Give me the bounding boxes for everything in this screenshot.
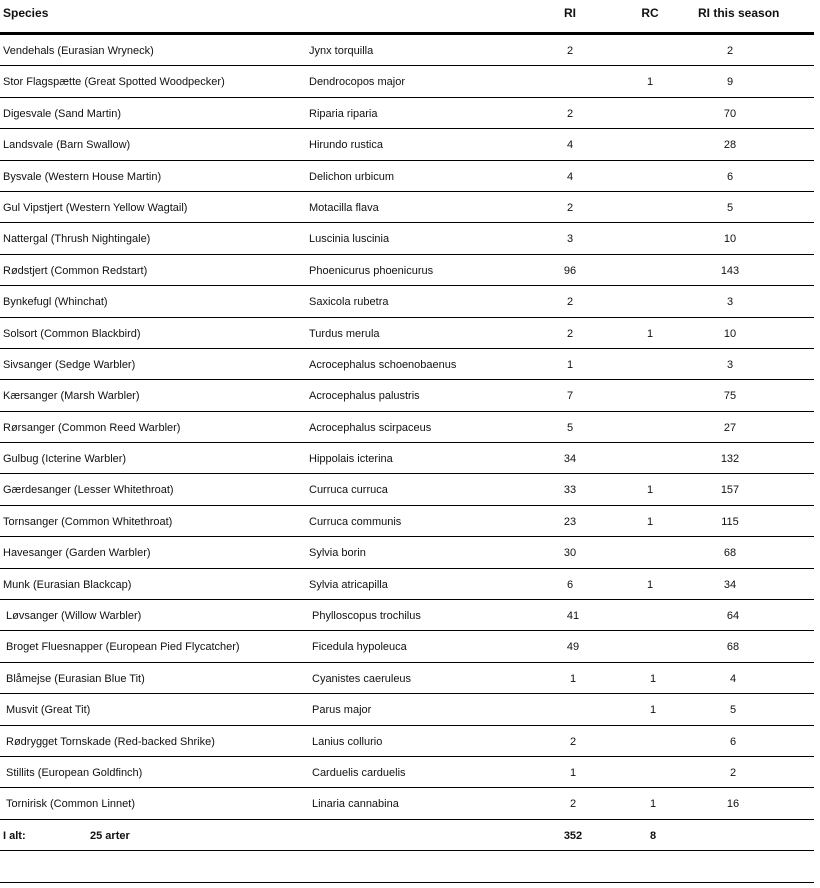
scientific-name: Cyanistes caeruleus <box>312 672 412 685</box>
header-ri: RI <box>564 6 576 20</box>
table-row <box>0 757 814 788</box>
header-rc: RC <box>641 6 659 20</box>
ri-count: 1 <box>569 766 577 779</box>
table-row <box>0 506 814 537</box>
season-count: 64 <box>726 610 740 623</box>
ri-count: 6 <box>566 578 574 591</box>
common-name: Gærdesanger (Lesser Whitethroat) <box>3 484 174 497</box>
ri-count: 2 <box>566 107 574 120</box>
common-name: Kærsanger (Marsh Warbler) <box>3 390 140 403</box>
common-name: Gul Vipstjert (Western Yellow Wagtail) <box>3 201 188 214</box>
season-count: 75 <box>723 390 737 403</box>
ri-count: 1 <box>569 672 577 685</box>
season-count: 3 <box>726 296 734 309</box>
table-row <box>0 161 814 192</box>
rc-count: 1 <box>646 484 654 497</box>
common-name: Rødstjert (Common Redstart) <box>3 264 148 277</box>
table-row <box>0 380 814 411</box>
scientific-name: Curruca curruca <box>309 484 388 497</box>
common-name: Løvsanger (Willow Warbler) <box>6 610 142 623</box>
ri-count: 2 <box>569 798 577 811</box>
common-name: Broget Fluesnapper (European Pied Flycatcher) <box>6 641 240 654</box>
season-count: 5 <box>729 704 737 717</box>
scientific-name: Jynx torquilla <box>309 45 374 57</box>
common-name: Digesvale (Sand Martin) <box>3 107 121 120</box>
table-row <box>0 286 814 317</box>
scientific-name: Acrocephalus scirpaceus <box>309 421 432 434</box>
season-count: 5 <box>726 201 734 214</box>
scientific-name: Hirundo rustica <box>309 139 383 152</box>
table-row <box>0 569 814 600</box>
season-count: 143 <box>720 264 740 277</box>
scientific-name: Phoenicurus phoenicurus <box>309 264 434 277</box>
table-row <box>0 443 814 474</box>
scientific-name: Parus major <box>312 704 372 717</box>
ri-count: 3 <box>566 233 574 246</box>
common-name: Landsvale (Barn Swallow) <box>3 139 131 152</box>
table-row <box>0 788 814 819</box>
header-ri-this-season: RI this season <box>698 6 780 20</box>
table-row <box>0 192 814 223</box>
season-count: 157 <box>720 484 740 497</box>
season-count: 70 <box>723 107 737 120</box>
scientific-name: Carduelis carduelis <box>312 766 406 779</box>
scientific-name: Hippolais icterina <box>309 453 393 466</box>
season-count: 28 <box>723 139 737 152</box>
table-body <box>0 35 814 820</box>
ri-count: 2 <box>569 735 577 748</box>
table-row <box>0 35 814 66</box>
ri-count: 34 <box>563 453 577 466</box>
table-header <box>0 0 814 35</box>
total-rc: 8 <box>649 829 657 842</box>
bottom-divider <box>0 882 814 883</box>
season-count: 132 <box>720 453 740 466</box>
rc-count: 1 <box>646 515 654 528</box>
scientific-name: Delichon urbicum <box>309 170 394 183</box>
rc-count: 1 <box>646 327 654 340</box>
ri-count: 7 <box>566 390 574 403</box>
ri-count: 2 <box>566 45 574 57</box>
table-row <box>0 474 814 505</box>
total-species-count: 25 arter <box>90 829 130 842</box>
scientific-name: Acrocephalus schoenobaenus <box>309 358 457 371</box>
rc-count: 1 <box>649 672 657 685</box>
scientific-name: Sylvia atricapilla <box>309 578 388 591</box>
scientific-name: Dendrocopos major <box>309 76 405 89</box>
ri-count: 33 <box>563 484 577 497</box>
scientific-name: Motacilla flava <box>309 201 379 214</box>
table-row <box>0 694 814 725</box>
common-name: Blåmejse (Eurasian Blue Tit) <box>6 672 145 685</box>
ri-count: 23 <box>563 515 577 528</box>
ri-count: 2 <box>566 296 574 309</box>
season-count: 27 <box>723 421 737 434</box>
common-name: Vendehals (Eurasian Wryneck) <box>3 45 154 57</box>
season-count: 6 <box>726 170 734 183</box>
scientific-name: Sylvia borin <box>309 547 366 560</box>
scientific-name: Luscinia luscinia <box>309 233 390 246</box>
season-count: 4 <box>729 672 737 685</box>
season-count: 2 <box>726 45 734 57</box>
common-name: Solsort (Common Blackbird) <box>3 327 141 340</box>
scientific-name: Saxicola rubetra <box>309 296 389 309</box>
table-row <box>0 631 814 662</box>
common-name: Bynkefugl (Whinchat) <box>3 296 108 309</box>
common-name: Sivsanger (Sedge Warbler) <box>3 358 136 371</box>
rc-count: 1 <box>646 76 654 89</box>
season-count: 10 <box>723 233 737 246</box>
common-name: Munk (Eurasian Blackcap) <box>3 578 132 591</box>
table-row <box>0 129 814 160</box>
ri-count: 96 <box>563 264 577 277</box>
scientific-name: Acrocephalus palustris <box>309 390 420 403</box>
common-name: Nattergal (Thrush Nightingale) <box>3 233 151 246</box>
ri-count: 2 <box>566 327 574 340</box>
common-name: Havesanger (Garden Warbler) <box>3 547 151 560</box>
table-row <box>0 318 814 349</box>
scientific-name: Turdus merula <box>309 327 380 340</box>
season-count: 68 <box>723 547 737 560</box>
total-label: I alt: <box>3 829 26 842</box>
season-count: 3 <box>726 358 734 371</box>
season-count: 34 <box>723 578 737 591</box>
scientific-name: Riparia riparia <box>309 107 378 120</box>
ri-count: 30 <box>563 547 577 560</box>
scientific-name: Curruca communis <box>309 515 402 528</box>
total-ri: 352 <box>563 829 583 842</box>
common-name: Rødrygget Tornskade (Red-backed Shrike) <box>6 735 215 748</box>
season-count: 2 <box>729 766 737 779</box>
common-name: Rørsanger (Common Reed Warbler) <box>3 421 181 434</box>
common-name: Stillits (European Goldfinch) <box>6 766 143 779</box>
scientific-name: Linaria cannabina <box>312 798 399 811</box>
ri-count: 1 <box>566 358 574 371</box>
table-row <box>0 726 814 757</box>
scientific-name: Ficedula hypoleuca <box>312 641 407 654</box>
season-count: 9 <box>726 76 734 89</box>
season-count: 10 <box>723 327 737 340</box>
table-row <box>0 663 814 694</box>
table-row <box>0 223 814 254</box>
season-count: 115 <box>721 515 739 528</box>
table-row <box>0 412 814 443</box>
scientific-name: Phylloscopus trochilus <box>312 610 421 623</box>
table-row <box>0 66 814 97</box>
season-count: 68 <box>726 641 740 654</box>
ri-count: 4 <box>566 139 574 152</box>
common-name: Bysvale (Western House Martin) <box>3 170 162 183</box>
table-row <box>0 98 814 129</box>
common-name: Stor Flagspætte (Great Spotted Woodpecker) <box>3 76 225 89</box>
scientific-name: Lanius collurio <box>312 735 383 748</box>
season-count: 16 <box>726 798 740 811</box>
ri-count: 5 <box>566 421 574 434</box>
common-name: Gulbug (Icterine Warbler) <box>3 453 127 466</box>
common-name: Musvit (Great Tit) <box>6 704 91 717</box>
ri-count: 49 <box>566 641 580 654</box>
total-row <box>0 820 814 851</box>
season-count: 6 <box>729 735 737 748</box>
ri-count: 2 <box>566 201 574 214</box>
table-row <box>0 600 814 631</box>
rc-count: 1 <box>649 704 657 717</box>
ri-count: 41 <box>566 610 580 623</box>
table-row <box>0 255 814 286</box>
rc-count: 1 <box>646 578 654 591</box>
ri-count: 4 <box>566 170 574 183</box>
table-row <box>0 537 814 568</box>
table-row <box>0 349 814 380</box>
rc-count: 1 <box>649 798 657 811</box>
common-name: Tornsanger (Common Whitethroat) <box>3 515 173 528</box>
common-name: Tornirisk (Common Linnet) <box>6 798 135 811</box>
header-species: Species <box>3 6 49 20</box>
